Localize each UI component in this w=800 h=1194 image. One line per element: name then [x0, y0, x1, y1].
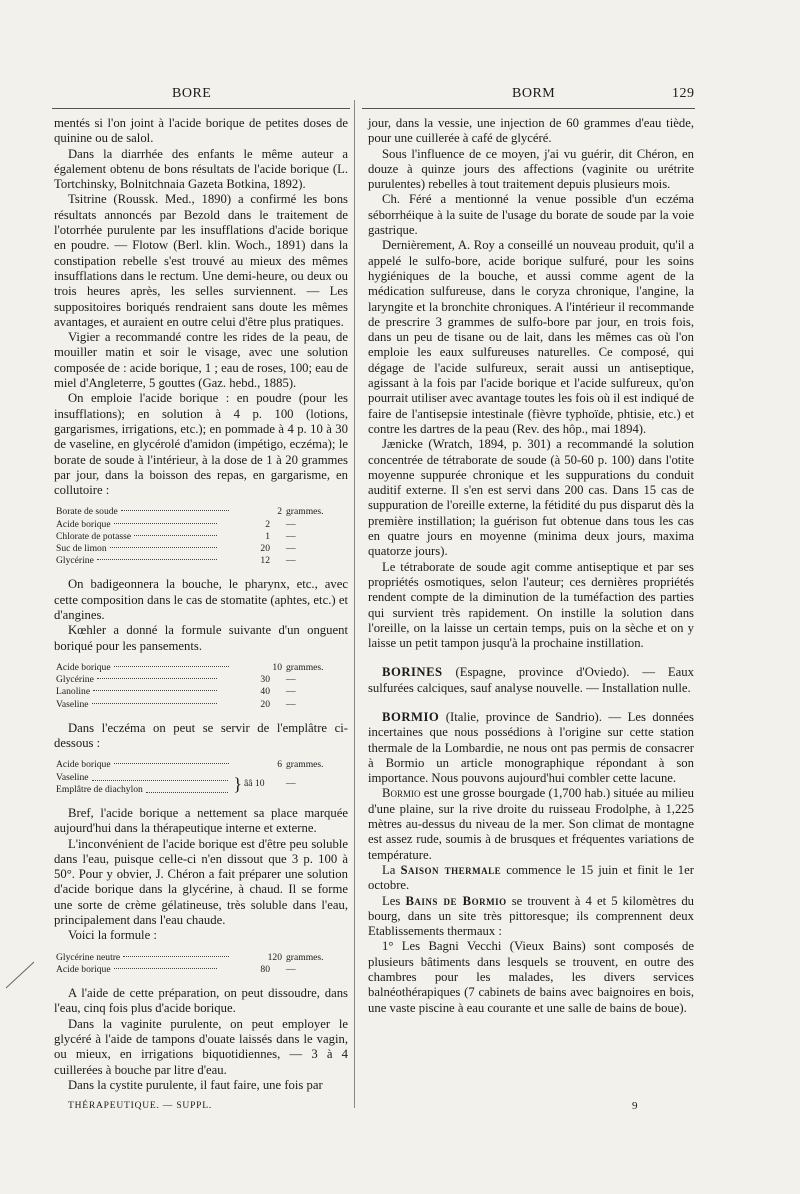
formula-row: Vaseline 20 — — [56, 698, 296, 710]
paragraph: Dans la cystite purulente, il faut faire, une fois par — [68, 1077, 323, 1092]
subheading: Bains de Bormio — [405, 893, 507, 908]
paragraph: On badigeonnera la bouche, le pharynx, etc., avec cette composition dans le cas de stomatite (aphtes, etc.) et d'angines. — [54, 577, 348, 623]
paragraph: Vigier a recommandé contre les rides de la peau, de mouiller matin et soir le visage, avec une solution composée de : acide borique, 1 ; eau de roses, 100; eau de miel d'Angleterre, 5 gouttes (Gaz. hebd., 1885). — [54, 330, 348, 391]
printer-signature: 9 — [632, 1100, 638, 1112]
entry-bormio: BORMIO (Italie, province de Sandrio). — Les données incertaines que nous possédions à l'origine sur cette station thermale de la Lombardie, ne nous ont pas permis de consacrer à Bormio un article monographique répondant à son importance. Nous pouvons aujourd'hui combler cette lacune. — [368, 709, 694, 786]
paragraph: 1° Les Bagni Vecchi (Vieux Bains) sont composés de plusieurs bâtiments dans lesquels se trouvent, en outre des chambres pour les malades, les divers services balnéothérapiques (7 cabinets de bains avec baignoires en bois, une vaste piscine à eau courante et une salle de bains de boue). — [368, 939, 694, 1015]
formula-emplatre — [54, 759, 348, 796]
paragraph: Bref, l'acide borique a nettement sa place marquée aujourd'hui dans la thérapeutique interne et externe. — [54, 805, 348, 836]
entry-heading: BORINES — [382, 665, 443, 680]
formula-row: Glycérine neutre 120 grammes. — [56, 951, 324, 963]
formula-row: Suc de limon 20 — — [56, 543, 296, 555]
paragraph: Dernièrement, A. Roy a conseillé un nouveau produit, qu'il a appelé le sulfo-bore, acide borique sulfuré, pour les soins hygiéniques de la bouche, et aussi comme agent de la médication sulfureuse, dans le coryza chronique, l'angine, la laryngite et la bronchite chroniques. A l'intérieur il recommande de prescrire 3 grammes de sulfo-bore par jour, en trois fois, dans un peu de tisane ou de lait, dans les mêmes cas où l'on emploie les eaux sulfureuses naturelles. Ce composé, qui dégage de l'acide sulfureux, serait aussi un antiseptique, agissant à la fois par l'acide borique et l'acide sulfureux, qu'on pourrait utiliser avec avantage toutes les fois où il est indiqué de faire de l'antisepsie intestinale (fièvre typhoïde, phtisie, etc.) et contre les dartres de la peau (Rev. des hôp., mai 1894). — [368, 238, 694, 436]
left-column — [54, 116, 348, 1093]
formula-row: Acide borique 80 — — [56, 963, 296, 975]
formula-glycere — [54, 952, 348, 976]
paragraph: Le tétraborate de soude agit comme antiseptique et par ses propriétés osmotiques, selon l'auteur; ces dernières propriétés rendent compte de la diminution de la tuméfaction des parties qui survient très rapidement. On instille la solution dans l'oreille, on la laisse un certain temps, puis on la sèche et on y laisse un petit tampon jusqu'à la prochaine instillation. — [368, 559, 694, 651]
paragraph: jour, dans la vessie, une injection de 60 grammes d'eau tiède, pour une cuillerée à café de glycéré. — [368, 116, 694, 146]
entry-heading: BORMIO — [382, 709, 440, 724]
page-number: 129 — [672, 86, 695, 101]
paragraph: La Saison thermale commence le 15 juin et finit le 1er octobre. — [368, 862, 694, 893]
paragraph: mentés si l'on joint à l'acide borique de petites doses de quinine ou de salol. — [54, 116, 348, 146]
paragraph: Dans la vaginite purulente, on peut employer le glycéré à l'aide de tampons d'ouate laissés dans le vagin, ou mieux, en irrigations biquotidiennes, — 3 à 4 cuillerées à bouche par litre d'eau. — [54, 1016, 348, 1077]
paragraph: A l'aide de cette préparation, on peut dissoudre, dans l'eau, cinq fois plus d'acide borique. — [54, 986, 348, 1016]
subheading: Saison thermale — [400, 862, 502, 877]
formula-row: Borate de soude 2 grammes. — [56, 506, 324, 518]
paragraph: Jænicke (Wratch, 1894, p. 301) a recommandé la solution concentrée de tétraborate de soude (à 50-60 p. 100) dans l'otite moyenne suppurée chronique et les suppurations du conduit auditif externe. Il s'en est servi dans 200 cas. Dans 15 cas de suppuration de l'oreille externe, la fétidité du pus disparut dès la première instillation; la guérison fut obtenue dans tous les cas en quatre jours en moyenne (minima deux jours, maxima quatorze jours). — [368, 437, 694, 559]
paragraph: Bormio est une grosse bourgade (1,700 hab.) située au milieu d'une plaine, sur la rive droite du ruisseau Frodolphe, à 1,225 mètres au-dessus du niveau de la mer. Son climat de montagne est assez rude, soumis à de brusques et fréquentes variations de température. — [368, 786, 694, 862]
paragraph: Voici la formule : — [68, 928, 157, 943]
formula-row: Glycérine 12 — — [56, 555, 296, 567]
formula-row-grouped: Vaseline Emplâtre de diachylon } ââ 10 — — [56, 772, 348, 796]
paragraph: Kœhler a donné la formule suivante d'un onguent boriqué pour les pansements. — [54, 623, 348, 653]
header-rule-right — [362, 108, 695, 109]
paragraph: Ch. Féré a mentionné la venue possible d'un eczéma séborrhéique à la suite de l'usage du borate de soude par la voie gastrique. — [368, 192, 694, 238]
formula-row: Acide borique 2 — — [56, 518, 296, 530]
formula-row: Chlorate de potasse 1 — — [56, 530, 296, 542]
paragraph: On emploie l'acide borique : en poudre (pour les insufflations); en solution à 4 p. 100 (lotions, gargarismes, irrigations, etc.); en pommade à 4 p. 10 à 30 de vaseline, en glycérolé d'amidon (impétigo, eczéma); le borate de soude à l'intérieur, à la dose de 1 à 20 grammes par jour, dans la boisson des repas, en gargarisme, en collutoire : — [54, 391, 348, 498]
header-rule-left — [52, 108, 350, 109]
formula-row: Glycérine 30 — — [56, 674, 296, 686]
paragraph: Les Bains de Bormio se trouvent à 4 et 5 kilomètres du bourg, dans un site très pittoresque; ils comprennent deux Etablissements thermaux : — [368, 893, 695, 939]
running-head-left: BORE — [172, 86, 212, 101]
paragraph: Tsitrine (Roussk. Med., 1890) a confirmé les bons résultats annoncés par Bezold dans le traitement de l'otorrhée purulente par les insufflations d'acide borique en poudre. — Flotow (Berl. klin. Woch., 1891) dans la constipation rebelle s'est trouvé au mieux des mêmes insufflations dans le rectum. Une demi-heure, ou deux ou trois heures après, les selles surviennent. — Les suppositoires boriqués rendraient sans doute les mêmes avantages, et auraient en outre celui d'être plus pratiques. — [54, 192, 348, 329]
entry-borines: BORINES (Espagne, province d'Oviedo). — Eaux sulfurées calciques, sauf analyse nouvelle. — Installation nulle. — [368, 665, 694, 695]
brace: } — [233, 773, 242, 794]
paragraph: Sous l'influence de ce moyen, j'ai vu guérir, dit Chéron, en douze à quinze jours des affections (vaginite ou urétrite purulentes) rebelles à tout traitement depuis plusieurs mois. — [368, 146, 694, 192]
column-divider — [354, 100, 355, 1108]
formula-row: Lanoline 40 — — [56, 686, 296, 698]
footer-signature-line: THÉRAPEUTIQUE. — SUPPL. — [68, 1101, 213, 1111]
formula-row: Acide borique 10 grammes. — [56, 661, 324, 673]
running-head-right: BORM — [512, 86, 556, 101]
formula-onguent — [54, 662, 348, 711]
paragraph: L'inconvénient de l'acide borique est d'être peu soluble dans l'eau, puisque celle-ci n'en dissout que 3 p. 100 à 50°. Pour y obvier, J. Chéron a fait préparer une solution d'acide borique dans la glycérine, à chaud. Il se forme une sorte de crème gélatineuse, très soluble dans l'eau, principalement dans l'eau chaude. — [54, 836, 348, 928]
paragraph: Dans l'eczéma on peut se servir de l'emplâtre ci-dessous : — [54, 720, 348, 751]
right-column — [368, 116, 694, 1016]
paragraph: Dans la diarrhée des enfants le même auteur a également obtenu de bons résultats de l'acide borique (L. Tortchinsky, Bolnitchnaia Gazeta Botkina, 1892). — [54, 146, 348, 192]
formula-collutoire — [54, 506, 348, 567]
margin-pencil-mark — [4, 950, 44, 990]
formula-row: Acide borique 6 grammes. — [56, 759, 324, 771]
